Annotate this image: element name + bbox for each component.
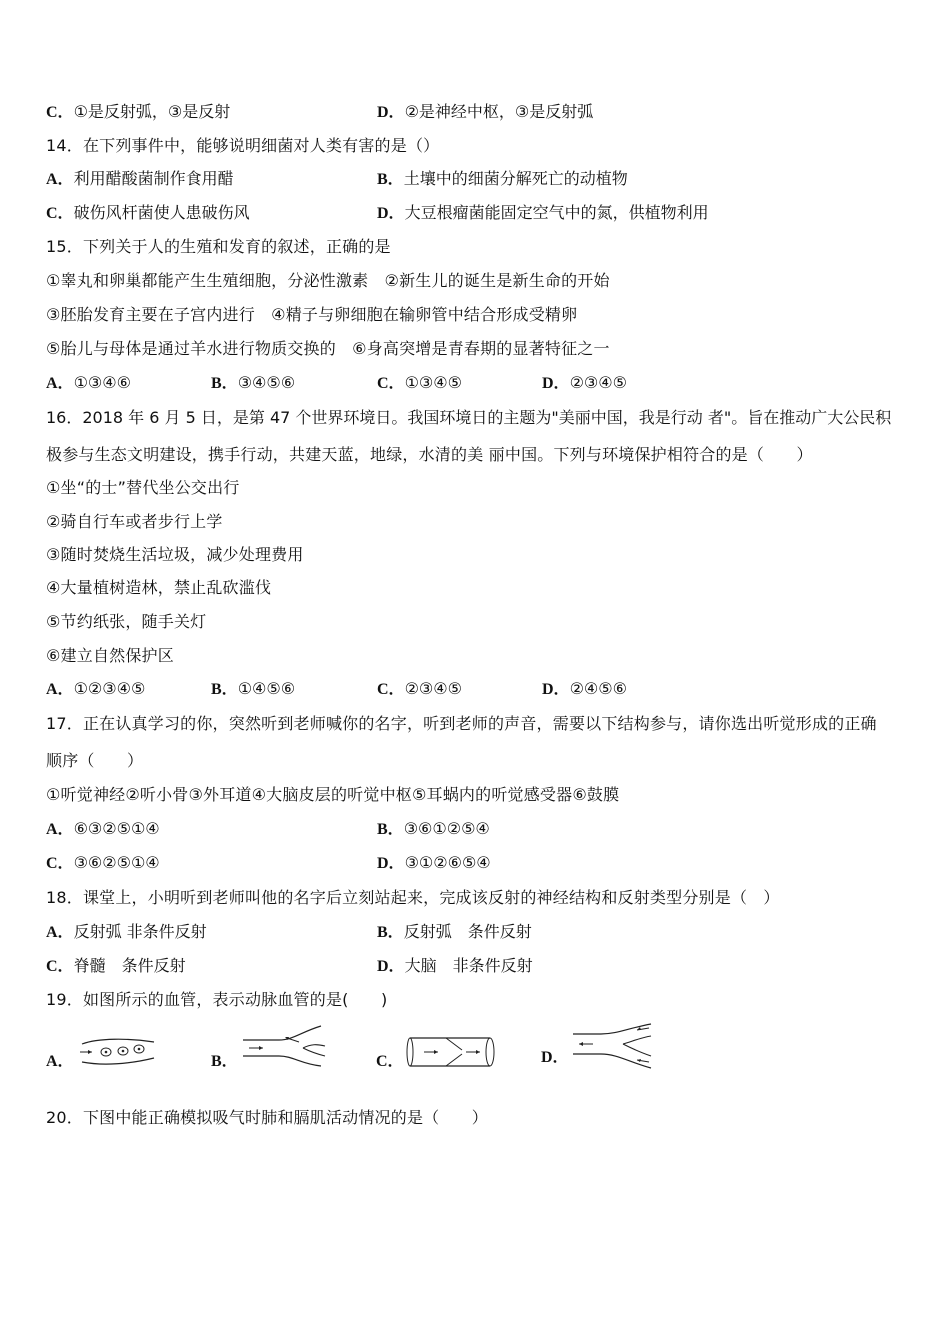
q20-stem: 20．下图中能正确模拟吸气时肺和膈肌活动情况的是（ ）: [46, 1108, 488, 1127]
q16-item-3: ③随时焚烧生活垃圾，减少处理费用: [46, 545, 304, 564]
q17-option-d[interactable]: D．③①②⑥⑤④: [377, 853, 491, 872]
q18-stem: 18．课堂上，小明听到老师叫他的名字后立刻站起来，完成该反射的神经结构和反射类型分别是（ ）: [46, 888, 780, 907]
q16-item-4: ④大量植树造林，禁止乱砍滥伐: [46, 578, 272, 597]
q17-stem-line-2: 顺序（ ）: [46, 751, 144, 770]
q16-option-d[interactable]: D．②④⑤⑥: [542, 679, 627, 698]
q15-option-b[interactable]: B．③④⑤⑥: [211, 373, 296, 392]
q15-option-d[interactable]: D．②③④⑤: [542, 373, 627, 392]
q13-option-d[interactable]: D．②是神经中枢，③是反射弧: [377, 102, 594, 121]
q16-item-5: ⑤节约纸张，随手关灯: [46, 612, 207, 631]
q15-option-c[interactable]: C．①③④⑤: [377, 373, 462, 392]
q14-option-b[interactable]: B．土壤中的细菌分解死亡的动植物: [377, 169, 628, 188]
q19-option-d[interactable]: [541, 1018, 711, 1078]
q19-option-b-label: B．: [211, 1053, 238, 1070]
q15-stem: 15．下列关于人的生殖和发育的叙述，正确的是: [46, 237, 391, 256]
q16-item-6: ⑥建立自然保护区: [46, 646, 174, 665]
merging-vessel-figure: [241, 1024, 333, 1068]
q14-option-c[interactable]: C．破伤风杆菌使人患破伤风: [46, 203, 250, 222]
q16-option-b[interactable]: B．①④⑤⑥: [211, 679, 296, 698]
q14-option-a[interactable]: A．利用醋酸菌制作食用醋: [46, 169, 234, 188]
q13-option-c[interactable]: C．①是反射弧，③是反射: [46, 102, 231, 121]
q17-items: ①听觉神经②听小骨③外耳道④大脑皮层的听觉中枢⑤耳蜗内的听觉感受器⑥鼓膜: [46, 785, 620, 804]
q16-item-1: ①坐“的士”替代坐公交出行: [46, 478, 240, 497]
q14-option-d[interactable]: D．大豆根瘤菌能固定空气中的氮，供植物利用: [377, 203, 709, 222]
q17-option-b[interactable]: B．③⑥①②⑤④: [377, 819, 490, 838]
q18-option-d[interactable]: D．大脑 非条件反射: [377, 956, 533, 975]
q16-item-2: ②骑自行车或者步行上学: [46, 512, 223, 531]
q16-option-c[interactable]: C．②③④⑤: [377, 679, 462, 698]
q19-option-c[interactable]: [376, 1022, 536, 1082]
q17-stem-line-1: 17．正在认真学习的你，突然听到老师喊你的名字，听到老师的声音，需要以下结构参与，请你选出听觉形成的正确: [46, 714, 877, 733]
q18-option-c[interactable]: C．脊髓 条件反射: [46, 956, 186, 975]
q19-option-b[interactable]: [211, 1022, 371, 1082]
q16-option-a[interactable]: A．①②③④⑤: [46, 679, 146, 698]
q15-item-line-2: ③胚胎发育主要在子宫内进行 ④精子与卵细胞在输卵管中结合形成受精卵: [46, 305, 578, 324]
q16-stem-line-2: 极参与生态文明建设，携手行动，共建天蓝，地绿，水清的美 丽中国。下列与环境保护相符合的是（ ）: [46, 445, 813, 464]
q19-stem: 19．如图所示的血管，表示动脉血管的是( ): [46, 990, 388, 1009]
q17-option-c[interactable]: C．③⑥②⑤①④: [46, 853, 160, 872]
q17-option-a[interactable]: A．⑥③②⑤①④: [46, 819, 160, 838]
q19-option-d-label: D．: [541, 1049, 569, 1066]
q19-option-a-label: A．: [46, 1053, 74, 1070]
q15-option-a[interactable]: A．①③④⑥: [46, 373, 131, 392]
branching-vessel-figure: [571, 1020, 655, 1070]
valved-vessel-figure: [406, 1032, 498, 1072]
q14-stem: 14．在下列事件中，能够说明细菌对人类有害的是（）: [46, 136, 440, 155]
q18-option-a[interactable]: A．反射弧 非条件反射: [46, 922, 207, 941]
capillary-figure: [78, 1032, 158, 1072]
q15-item-line-3: ⑤胎儿与母体是通过羊水进行物质交换的 ⑥身高突增是青春期的显著特征之一: [46, 339, 610, 358]
q15-item-line-1: ①睾丸和卵巢都能产生生殖细胞，分泌性激素 ②新生儿的诞生是新生命的开始: [46, 271, 610, 290]
q19-option-a[interactable]: [46, 1022, 206, 1082]
q16-stem-line-1: 16．2018 年 6 月 5 日，是第 47 个世界环境日。我国环境日的主题为"美丽中国，我是行动 者"。旨在推动广大公民积: [46, 408, 892, 427]
q18-option-b[interactable]: B．反射弧 条件反射: [377, 922, 532, 941]
q19-option-c-label: C．: [376, 1053, 404, 1070]
